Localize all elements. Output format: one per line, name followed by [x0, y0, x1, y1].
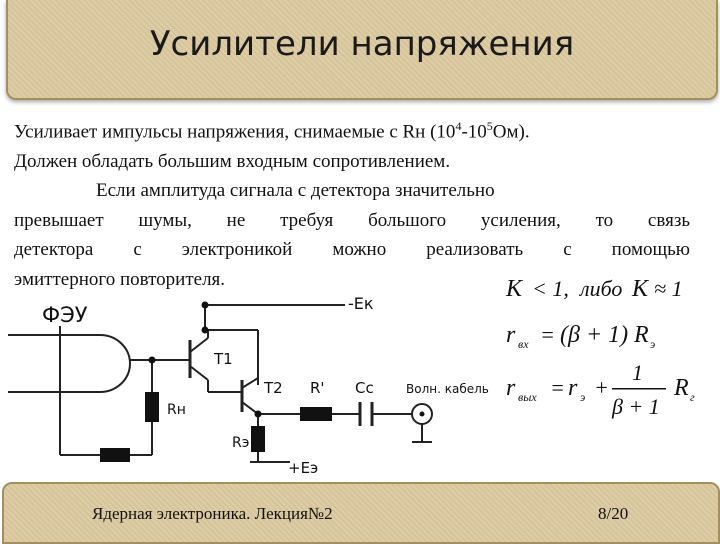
- circuit-diagram: [0, 285, 500, 480]
- cable-label: Волн. кабель: [406, 382, 489, 396]
- f1-k2: K: [632, 276, 649, 302]
- r-prime-resistor: [300, 407, 332, 421]
- text-line-6: эмиттерного повторителя.: [14, 268, 226, 290]
- f2-eq: =: [540, 322, 555, 347]
- t2-label: Т2: [264, 379, 283, 397]
- re-label: Rэ: [232, 435, 250, 451]
- page-title: Усилители напряжения: [149, 24, 575, 64]
- f3-R: R: [674, 375, 689, 401]
- junction-dot: [255, 411, 262, 418]
- f3-r: r: [506, 375, 516, 401]
- re-resistor: [251, 426, 265, 452]
- t1-emitter: [190, 366, 208, 380]
- footer-bar: [2, 482, 720, 544]
- f3-fraction-bar: [612, 388, 666, 390]
- t2-collector: [242, 378, 258, 388]
- rn-resistor: [145, 392, 159, 422]
- text-line-5: детектора с электроникой можно реализовать с помощью: [14, 239, 690, 261]
- f1-k: K: [506, 276, 523, 302]
- pmt-label: ФЭУ: [42, 303, 88, 327]
- f2-R: R: [634, 322, 649, 348]
- text-line-4: превышает шумы, не требуя большого усиления, то связь: [14, 209, 690, 231]
- page-number: 8/20: [598, 504, 629, 523]
- line1-mid: -10: [461, 121, 487, 143]
- f1-libo: либо: [580, 276, 623, 301]
- text-line-3: Если амплитуда сигнала с детектора значительно: [96, 180, 495, 202]
- line1-suffix: Ом).: [492, 121, 530, 143]
- r-prime-label: R': [310, 379, 325, 397]
- f2-beta: (β + 1): [560, 322, 629, 348]
- f3-sub: вых: [518, 390, 537, 404]
- ek-label: -Ек: [348, 294, 374, 313]
- f2-r: r: [506, 322, 516, 348]
- coax-center: [420, 412, 425, 417]
- f3-R-sub: г: [690, 390, 695, 404]
- title-banner: [6, 0, 718, 100]
- f3-r2-sub: э: [580, 390, 586, 404]
- text-line-1: [14, 112, 690, 147]
- cc-label: Сс: [355, 379, 374, 397]
- t1-label: Т1: [214, 350, 233, 368]
- f3-plus: +: [594, 375, 609, 400]
- body-text: [14, 112, 690, 294]
- f2-sub: вх: [518, 337, 529, 351]
- junction-dot: [202, 327, 209, 334]
- junction-dot: [149, 357, 156, 364]
- formulas: [500, 268, 714, 438]
- input-resistor: [100, 448, 130, 462]
- rn-label: Rн: [167, 402, 186, 418]
- f1-approx: ≈ 1: [654, 276, 683, 301]
- junction-dot: [202, 302, 209, 309]
- f2-R-sub: э: [650, 337, 656, 351]
- f3-den: β + 1: [612, 394, 660, 419]
- ee-label: +Eэ: [288, 459, 319, 477]
- line1-exp1: 4: [455, 119, 462, 133]
- f3-num: 1: [632, 360, 643, 385]
- pmt-anode-arc: [100, 335, 130, 392]
- lecture-title: Ядерная электроника. Лекция№2: [92, 504, 333, 523]
- f3-eq: =: [550, 375, 565, 400]
- line1-exp2: 5: [486, 119, 493, 133]
- text-line-2: Должен обладать большим входным сопротивлением.: [14, 150, 451, 172]
- line1-prefix: Усиливает импульсы напряжения, снимаемые с Rн (10: [14, 121, 456, 143]
- t1-collector: [190, 338, 208, 352]
- f3-r2: r: [568, 375, 578, 401]
- f1-lt1: < 1,: [532, 276, 569, 301]
